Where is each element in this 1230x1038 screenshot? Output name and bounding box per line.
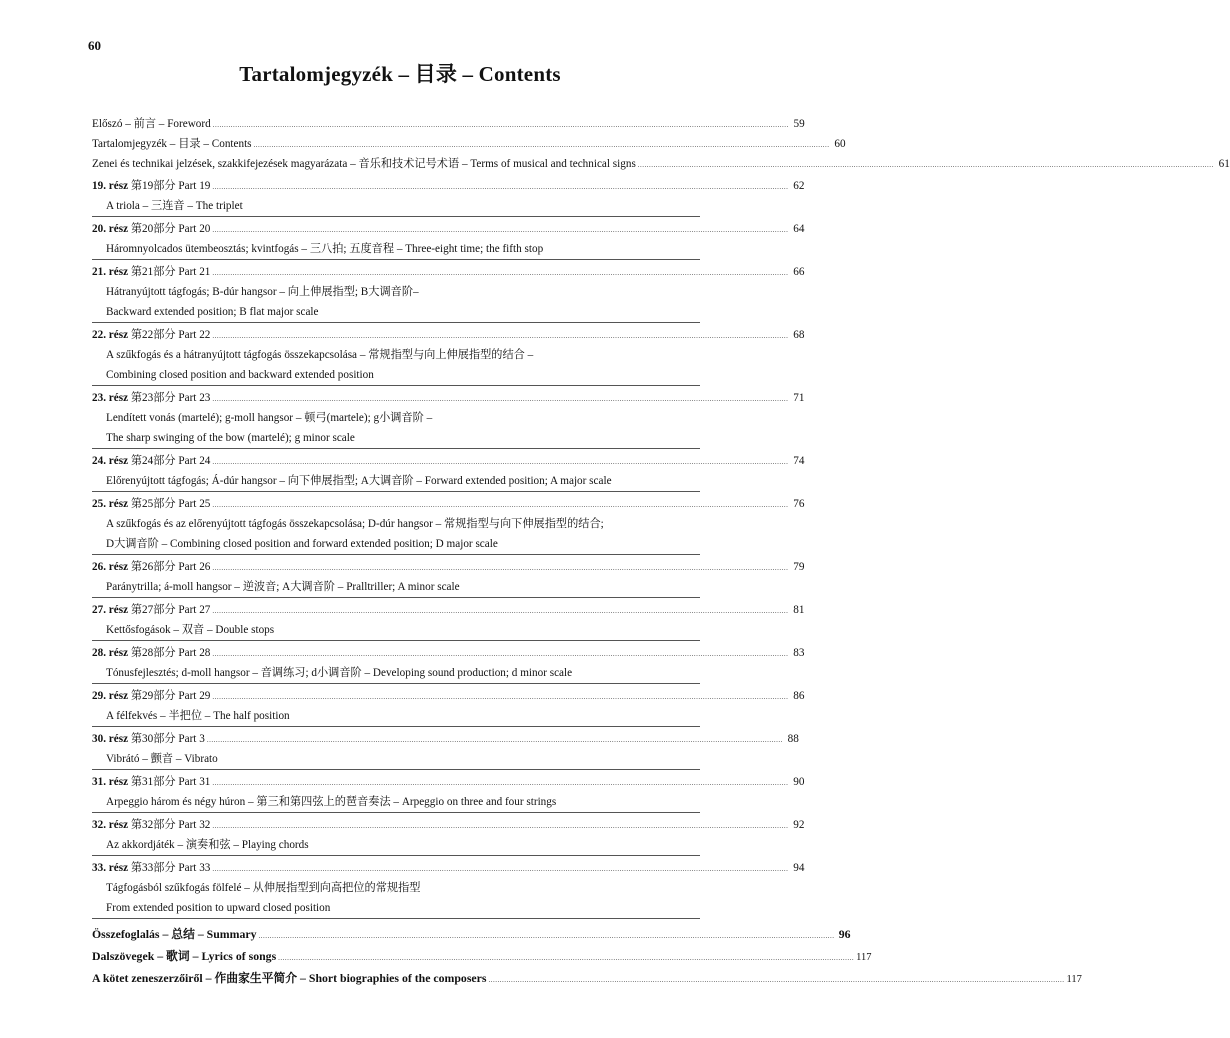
toc-part-heading[interactable] (92, 643, 805, 663)
leader-dots (212, 325, 788, 346)
part-title: 第19部分 Part 19 (128, 180, 211, 192)
entry-divider (92, 726, 700, 727)
toc-part-description: A félfekvés – 半把位 – The half position (106, 710, 290, 722)
toc-label (92, 494, 210, 514)
table-of-contents (92, 114, 1230, 989)
toc-part-description: Kettősfogások – 双音 – Double stops (106, 624, 275, 636)
toc-part-description: A szűkfogás és a hátranyújtott tágfogás összekapcsolása – 常规指型与向上伸展指型的结合 – (106, 349, 534, 361)
toc-part-entry[interactable] (92, 219, 805, 260)
toc-entry-foreword[interactable] (92, 114, 805, 134)
part-number: 21. rész (92, 266, 129, 278)
toc-part-entry[interactable] (92, 557, 805, 598)
entry-divider (92, 769, 700, 770)
toc-label (92, 219, 210, 239)
intro-section (92, 114, 1230, 174)
leader-dots (212, 388, 788, 409)
toc-part-entry[interactable] (92, 772, 805, 813)
leader-dots (254, 134, 830, 155)
toc-page: 68 (793, 329, 805, 341)
toc-page: 117 (1066, 974, 1082, 985)
part-number: 19. rész (92, 180, 129, 192)
toc-part-description: The sharp swinging of the bow (martelé); g minor scale (106, 432, 355, 444)
toc-part-entry[interactable] (92, 858, 805, 919)
toc-page: 76 (793, 498, 805, 510)
part-number: 20. rész (92, 223, 129, 235)
toc-page: 60 (834, 138, 846, 150)
toc-label (92, 858, 210, 878)
part-title: 第23部分 Part 23 (128, 392, 211, 404)
part-number: 27. rész (92, 604, 129, 616)
entry-divider (92, 918, 700, 919)
part-title: 第27部分 Part 27 (128, 604, 211, 616)
toc-label (92, 325, 210, 345)
part-number: 24. rész (92, 455, 129, 467)
part-title: 第22部分 Part 22 (128, 329, 211, 341)
toc-part-heading[interactable] (92, 176, 805, 196)
toc-label: Dalszövegek – 歌词 – Lyrics of songs (92, 949, 277, 963)
part-title: 第21部分 Part 21 (128, 266, 211, 278)
leader-dots (212, 494, 788, 515)
toc-part-description: Arpeggio három és négy húron – 第三和第四弦上的琶音奏法 – Arpeggio on three and four strings (106, 796, 557, 808)
toc-part-description: Backward extended position; B flat major scale (106, 306, 319, 318)
toc-page: 79 (793, 561, 805, 573)
toc-part-heading[interactable] (92, 686, 805, 706)
toc-part-description: Combining closed position and backward extended position (106, 369, 374, 381)
toc-entry-terms[interactable] (92, 154, 1230, 174)
entry-divider (92, 597, 700, 598)
leader-dots (212, 686, 788, 707)
part-number: 22. rész (92, 329, 129, 341)
toc-part-entry[interactable] (92, 388, 805, 449)
toc-page: 74 (793, 455, 805, 467)
entry-divider (92, 554, 700, 555)
toc-part-heading[interactable] (92, 858, 805, 878)
toc-label: A kötet zeneszerzőiről – 作曲家生平简介 – Short biographies of the composers (92, 971, 487, 985)
entry-divider (92, 640, 700, 641)
toc-part-heading[interactable] (92, 815, 805, 835)
part-number: 33. rész (92, 862, 129, 874)
toc-part-heading[interactable] (92, 600, 805, 620)
leader-dots (638, 154, 1214, 175)
toc-label: Tartalomjegyzék – 目录 – Contents (92, 138, 252, 150)
toc-page: 94 (793, 862, 805, 874)
toc-page: 90 (793, 776, 805, 788)
part-number: 31. rész (92, 776, 129, 788)
toc-label (92, 262, 210, 282)
entry-divider (92, 855, 700, 856)
toc-label (92, 643, 210, 663)
part-title: 第31部分 Part 31 (128, 776, 211, 788)
toc-part-description: Paránytrilla; á-moll hangsor – 逆波音; A大调音阶 – Pralltriller; A minor scale (106, 581, 460, 593)
leader-dots (212, 643, 788, 664)
toc-label (92, 451, 210, 471)
toc-page: 61 (1218, 158, 1230, 170)
toc-part-entry[interactable] (92, 451, 805, 492)
toc-page: 62 (793, 180, 805, 192)
toc-part-description: A triola – 三连音 – The triplet (106, 200, 243, 212)
leader-dots (212, 772, 788, 793)
leader-dots (278, 946, 854, 969)
toc-part-description: Előrenyújtott tágfogás; Á-dúr hangsor – 向下伸展指型; A大调音阶 – Forward extended position; A major scale (106, 475, 612, 487)
outro-section (92, 923, 1082, 989)
toc-label (92, 815, 210, 835)
toc-part-entry[interactable] (92, 643, 805, 684)
toc-part-heading[interactable] (92, 557, 805, 577)
leader-dots (212, 557, 788, 578)
toc-page: 59 (793, 118, 805, 130)
part-number: 29. rész (92, 690, 129, 702)
part-number: 30. rész (92, 733, 129, 745)
part-title: 第26部分 Part 26 (128, 561, 211, 573)
toc-page: 86 (793, 690, 805, 702)
leader-dots (212, 451, 788, 472)
part-title: 第28部分 Part 28 (128, 647, 211, 659)
toc-label (92, 772, 210, 792)
toc-part-heading[interactable] (92, 388, 805, 408)
toc-entry-summary[interactable] (92, 923, 851, 945)
toc-label (92, 176, 210, 196)
leader-dots (213, 114, 789, 135)
toc-label: Zenei és technikai jelzések, szakkifejezések magyarázata – 音乐和技术记号术语 – Terms of musical and technical signs (92, 158, 636, 170)
toc-entry-biographies[interactable] (92, 967, 1082, 989)
entry-divider (92, 812, 700, 813)
page-number: 60 (88, 38, 101, 53)
toc-page: 81 (793, 604, 805, 616)
toc-part-entry[interactable] (92, 686, 805, 727)
toc-page: 66 (793, 266, 805, 278)
leader-dots (489, 968, 1065, 991)
part-number: 26. rész (92, 561, 129, 573)
leader-dots (212, 858, 788, 879)
entry-divider (92, 491, 700, 492)
toc-label (92, 600, 210, 620)
part-number: 32. rész (92, 819, 129, 831)
toc-part-description: Vibrátó – 颤音 – Vibrato (106, 753, 218, 765)
leader-dots (212, 815, 788, 836)
leader-dots (207, 729, 783, 750)
toc-part-description: Tónusfejlesztés; d-moll hangsor – 音调练习; d小调音阶 – Developing sound production; d minor scale (106, 667, 573, 679)
entry-divider (92, 216, 700, 217)
toc-page: 96 (838, 927, 851, 941)
entry-divider (92, 683, 700, 684)
toc-part-description: Hátranyújtott tágfogás; B-dúr hangsor – 向上伸展指型; B大调音阶– (106, 286, 419, 298)
toc-entry-lyrics[interactable] (92, 945, 872, 967)
entry-divider (92, 259, 700, 260)
part-title: 第24部分 Part 24 (128, 455, 211, 467)
toc-part-description: A szűkfogás és az előrenyújtott tágfogás összekapcsolása; D-dúr hangsor – 常规指型与向下伸展指型的结合; (106, 518, 604, 530)
toc-part-description: Háromnyolcados ütembeosztás; kvintfogás – 三八拍; 五度音程 – Three-eight time; the fifth stop (106, 243, 544, 255)
entry-divider (92, 385, 700, 386)
toc-part-entry[interactable] (92, 325, 805, 386)
toc-part-heading[interactable] (92, 772, 805, 792)
entry-divider (92, 322, 700, 323)
part-number: 23. rész (92, 392, 129, 404)
part-title: 第20部分 Part 20 (128, 223, 211, 235)
toc-part-heading[interactable] (92, 494, 805, 514)
page-title: Tartalomjegyzék – 目录 – Contents (239, 62, 561, 86)
toc-part-description: Lendített vonás (martelé); g-moll hangsor – 顿弓(martele); g小调音阶 – (106, 412, 433, 424)
toc-part-heading[interactable] (92, 262, 805, 282)
toc-page: 92 (793, 819, 805, 831)
toc-label (92, 557, 210, 577)
entry-divider (92, 448, 700, 449)
toc-label (92, 388, 210, 408)
leader-dots (212, 262, 788, 283)
part-number: 25. rész (92, 498, 129, 510)
toc-page: 88 (787, 733, 799, 745)
toc-label: Összefoglalás – 总结 – Summary (92, 927, 257, 941)
part-title: 第33部分 Part 33 (128, 862, 211, 874)
toc-page: 83 (793, 647, 805, 659)
toc-part-entry[interactable] (92, 262, 805, 323)
leader-dots (212, 176, 788, 197)
part-title: 第29部分 Part 29 (128, 690, 211, 702)
part-number: 28. rész (92, 647, 129, 659)
toc-entry-contents[interactable] (92, 134, 846, 154)
leader-dots (212, 600, 788, 621)
toc-part-entry[interactable] (92, 815, 805, 856)
toc-part-description: Tágfogásból szűkfogás fölfelé – 从伸展指型到向高把位的常规指型 (106, 882, 421, 894)
toc-page: 71 (793, 392, 805, 404)
leader-dots (212, 219, 788, 240)
toc-part-heading[interactable] (92, 325, 805, 345)
toc-part-heading[interactable] (92, 219, 805, 239)
toc-part-entry[interactable] (92, 600, 805, 641)
leader-dots (259, 924, 835, 947)
toc-label: Előszó – 前言 – Foreword (92, 118, 211, 130)
toc-label (92, 686, 210, 706)
toc-part-description: From extended position to upward closed position (106, 902, 331, 914)
part-title: 第30部分 Part 3 (128, 733, 205, 745)
part-title: 第25部分 Part 25 (128, 498, 211, 510)
toc-part-description: Az akkordjáték – 演奏和弦 – Playing chords (106, 839, 309, 851)
toc-part-entry[interactable] (92, 176, 805, 217)
toc-part-entry[interactable] (92, 494, 805, 555)
toc-part-entry[interactable] (92, 729, 799, 770)
toc-page: 117 (856, 952, 872, 963)
toc-label (92, 729, 205, 749)
toc-part-heading[interactable] (92, 451, 805, 471)
parts-list (92, 176, 805, 919)
toc-part-description: D大调音阶 – Combining closed position and forward extended position; D major scale (106, 538, 498, 550)
part-title: 第32部分 Part 32 (128, 819, 211, 831)
toc-page: 64 (793, 223, 805, 235)
toc-part-heading[interactable] (92, 729, 799, 749)
